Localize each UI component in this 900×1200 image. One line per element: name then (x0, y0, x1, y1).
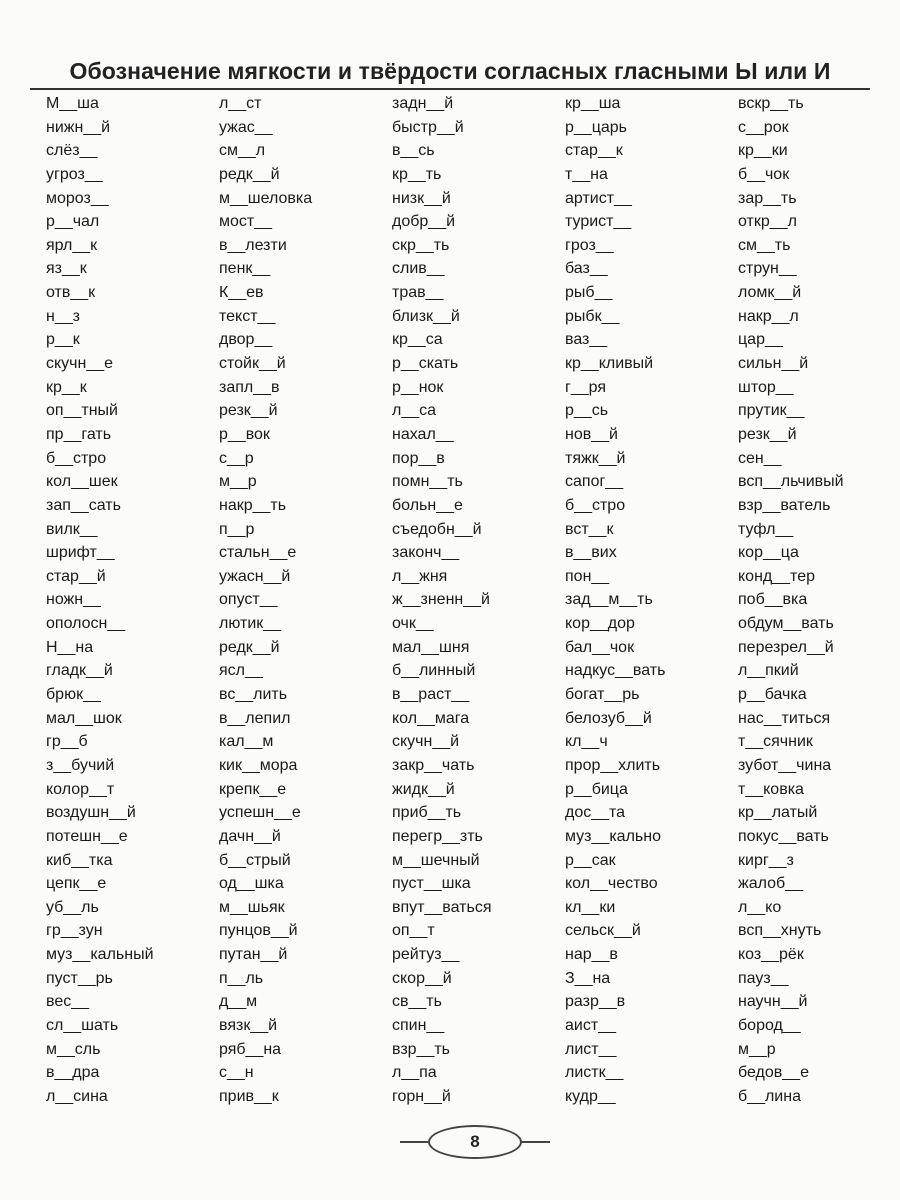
exercise-word: сапог__ (565, 473, 624, 491)
exercise-word: резк__й (738, 425, 797, 443)
exercise-word: л__сина (46, 1087, 108, 1105)
exercise-word: м__шечный (392, 851, 480, 869)
exercise-word: близк__й (392, 307, 460, 325)
exercise-word: воздушн__й (46, 804, 136, 822)
exercise-word: крепк__е (219, 780, 287, 798)
exercise-word: кор__ца (738, 544, 799, 562)
exercise-word: стар__к (565, 142, 623, 160)
exercise-word: р__бачка (738, 686, 807, 704)
exercise-word: перегр__зть (392, 827, 483, 845)
exercise-word: угроз__ (46, 165, 103, 183)
exercise-word: б__стрый (219, 851, 291, 869)
page-number: 8 (470, 1132, 480, 1151)
exercise-word: бедов__е (738, 1064, 809, 1082)
exercise-word: лист__ (565, 1040, 617, 1058)
exercise-word: ужасн__й (219, 567, 291, 585)
exercise-word: нижн__й (46, 118, 111, 136)
exercise-word: р__сь (565, 402, 609, 420)
exercise-word: З__на (565, 969, 611, 987)
exercise-word: кр__ть (392, 165, 442, 183)
exercise-word: р__сак (565, 851, 616, 869)
exercise-word: зубот__чина (738, 756, 832, 774)
exercise-word: л__жня (392, 567, 448, 585)
exercise-word: прор__хлить (565, 756, 661, 774)
exercise-word: редк__й (219, 165, 280, 183)
exercise-word: ополосн__ (46, 615, 126, 633)
exercise-word: нар__в (565, 946, 618, 964)
exercise-word: ярл__к (46, 236, 98, 254)
exercise-word: слив__ (392, 260, 445, 278)
exercise-word: кор__дор (565, 615, 635, 633)
exercise-word: з__бучий (46, 756, 115, 774)
exercise-word: г__ря (565, 378, 607, 396)
exercise-word: зар__ть (738, 189, 797, 207)
exercise-word: кирг__з (738, 851, 794, 869)
exercise-word: пуст__шка (392, 875, 471, 893)
page-number-badge (428, 1125, 522, 1159)
exercise-word: м__сль (46, 1040, 101, 1058)
exercise-word: ваз__ (565, 331, 608, 349)
exercise-word: шрифт__ (46, 544, 115, 562)
exercise-word: скучн__е (46, 355, 114, 373)
exercise-word: скор__й (392, 969, 452, 987)
exercise-word: накр__ть (219, 496, 287, 514)
exercise-word: рейтуз__ (392, 946, 460, 964)
exercise-word: киб__тка (46, 851, 113, 869)
word-column-1 (46, 92, 219, 1109)
exercise-word: перезрел__й (738, 638, 834, 656)
exercise-word: конд__тер (738, 567, 815, 585)
exercise-word: р__чал (46, 213, 100, 231)
exercise-word: п__р (219, 520, 255, 538)
exercise-word: нас__титься (738, 709, 831, 727)
exercise-word: струн__ (738, 260, 797, 278)
exercise-word: р__бица (565, 780, 628, 798)
exercise-word: см__л (219, 142, 266, 160)
exercise-word: с__р (219, 449, 254, 467)
exercise-word: м__шьяк (219, 898, 285, 916)
exercise-word: т__ковка (738, 780, 804, 798)
exercise-word: бал__чок (565, 638, 635, 656)
exercise-word: слёз__ (46, 142, 98, 160)
exercise-word: баз__ (565, 260, 608, 278)
exercise-word: в__лезти (219, 236, 287, 254)
exercise-word: кудр__ (565, 1087, 616, 1105)
exercise-word: с__н (219, 1064, 254, 1082)
exercise-word: пенк__ (219, 260, 271, 278)
exercise-word: брюк__ (46, 686, 101, 704)
exercise-word: вилк__ (46, 520, 98, 538)
exercise-word: кр__кливый (565, 355, 654, 373)
exercise-word: св__ть (392, 993, 442, 1011)
exercise-word: текст__ (219, 307, 276, 325)
exercise-word: штор__ (738, 378, 794, 396)
exercise-word: мал__шня (392, 638, 470, 656)
exercise-word: листк__ (565, 1064, 624, 1082)
exercise-word: в__вих (565, 544, 617, 562)
exercise-word: съедобн__й (392, 520, 482, 538)
exercise-word: покус__вать (738, 827, 829, 845)
exercise-word: приб__ть (392, 804, 462, 822)
exercise-word: в__раст__ (392, 686, 470, 704)
exercise-word: М__ша (46, 95, 99, 112)
exercise-word: см__ть (738, 236, 791, 254)
exercise-word: откр__л (738, 213, 797, 231)
exercise-word: б__лина (738, 1087, 801, 1105)
exercise-word: цепк__е (46, 875, 107, 893)
exercise-word: вскр__ть (738, 95, 804, 112)
exercise-word: л__пкий (738, 662, 799, 680)
exercise-word: мороз__ (46, 189, 109, 207)
exercise-word: оп__т (392, 922, 435, 940)
exercise-word: накр__л (738, 307, 799, 325)
exercise-word: пауз__ (738, 969, 789, 987)
exercise-word: путан__й (219, 946, 288, 964)
exercise-word: Н__на (46, 638, 94, 656)
exercise-word: потешн__е (46, 827, 128, 845)
exercise-word: взр__ватель (738, 496, 831, 514)
exercise-word: кл__ки (565, 898, 616, 916)
exercise-word: скучн__й (392, 733, 460, 751)
exercise-word: запл__в (219, 378, 280, 396)
exercise-word: пр__гать (46, 425, 112, 443)
exercise-word: коз__рёк (738, 946, 804, 964)
exercise-word: зад__м__ть (565, 591, 653, 609)
exercise-word: кр__латый (738, 804, 818, 822)
exercise-word: в__дра (46, 1064, 100, 1082)
page-title: Обозначение мягкости и твёрдости согласных гласными Ы или И (69, 58, 831, 84)
exercise-word: сельск__й (565, 922, 641, 940)
exercise-word: всп__хнуть (738, 922, 822, 940)
word-column-3 (392, 92, 565, 1109)
exercise-word: вес__ (46, 993, 90, 1011)
exercise-word: дачн__й (219, 827, 281, 845)
exercise-word: быстр__й (392, 118, 464, 136)
exercise-word: л__ко (738, 898, 782, 916)
exercise-word: ужас__ (219, 118, 273, 136)
exercise-word: стар__й (46, 567, 106, 585)
exercise-word: трав__ (392, 284, 444, 302)
exercise-word: в__лепил (219, 709, 291, 727)
exercise-word: поб__вка (738, 591, 808, 609)
exercise-word: сл__шать (46, 1016, 119, 1034)
exercise-word: обдум__вать (738, 615, 834, 633)
exercise-word: впут__ваться (392, 898, 492, 916)
exercise-word: л__па (392, 1064, 437, 1082)
exercise-word: ломк__й (738, 284, 802, 302)
exercise-word: цар__ (738, 331, 783, 349)
exercise-word: К__ев (219, 284, 264, 302)
exercise-word: м__р (219, 473, 257, 491)
exercise-word: ножн__ (46, 591, 101, 609)
word-column-5 (738, 92, 900, 1109)
exercise-word: турист__ (565, 213, 632, 231)
exercise-word: резк__й (219, 402, 278, 420)
exercise-word: взр__ть (392, 1040, 451, 1058)
exercise-word: р__нок (392, 378, 444, 396)
exercise-word: кр__к (46, 378, 87, 396)
exercise-word: двор__ (219, 331, 273, 349)
exercise-word: р__скать (392, 355, 459, 373)
exercise-word: д__м (219, 993, 258, 1011)
exercise-word: оп__тный (46, 402, 118, 420)
exercise-word: ряб__на (219, 1040, 282, 1058)
exercise-word: кол__мага (392, 709, 470, 727)
title-underline (30, 88, 870, 90)
exercise-word: л__са (392, 402, 437, 420)
exercise-word: артист__ (565, 189, 632, 207)
exercise-word: ж__зненн__й (392, 591, 490, 609)
exercise-word: п__ль (219, 969, 264, 987)
exercise-word: туфл__ (738, 520, 794, 538)
exercise-word: т__сячник (738, 733, 813, 751)
exercise-word: больн__е (392, 496, 463, 514)
page-number-rule-right (522, 1141, 550, 1143)
exercise-word: р__вок (219, 425, 270, 443)
exercise-word: научн__й (738, 993, 808, 1011)
exercise-word: разр__в (565, 993, 626, 1011)
exercise-word: мост__ (219, 213, 273, 231)
exercise-word: кик__мора (219, 756, 298, 774)
exercise-word: б__стро (46, 449, 107, 467)
exercise-word: л__ст (219, 95, 262, 112)
exercise-word: очк__ (392, 615, 434, 633)
exercise-word: спин__ (392, 1016, 445, 1034)
exercise-word: сильн__й (738, 355, 809, 373)
exercise-word: надкус__вать (565, 662, 666, 680)
exercise-word: мал__шок (46, 709, 122, 727)
exercise-word: муз__кальный (46, 946, 154, 964)
exercise-word: лютик__ (219, 615, 282, 633)
exercise-word: б__стро (565, 496, 626, 514)
exercise-word: рыб__ (565, 284, 613, 302)
exercise-word: нов__й (565, 425, 618, 443)
exercise-word: гр__зун (46, 922, 103, 940)
exercise-word: низк__й (392, 189, 451, 207)
exercise-word: прутик__ (738, 402, 805, 420)
exercise-word: опуст__ (219, 591, 278, 609)
exercise-word: задн__й (392, 95, 454, 112)
exercise-word: н__з (46, 307, 80, 325)
exercise-word: б__линный (392, 662, 476, 680)
exercise-word: т__на (565, 165, 608, 183)
exercise-word: пон__ (565, 567, 610, 585)
exercise-word: од__шка (219, 875, 284, 893)
exercise-word: яз__к (46, 260, 87, 278)
exercise-word: стойк__й (219, 355, 286, 373)
exercise-word: нахал__ (392, 425, 454, 443)
exercise-word: богат__рь (565, 686, 640, 704)
exercise-word: гроз__ (565, 236, 614, 254)
exercise-word: колор__т (46, 780, 115, 798)
exercise-word: зап__сать (46, 496, 121, 514)
exercise-word: успешн__е (219, 804, 301, 822)
exercise-word: вст__к (565, 520, 614, 538)
exercise-word: законч__ (392, 544, 460, 562)
exercise-word: ясл__ (219, 662, 263, 680)
exercise-word: тяжк__й (565, 449, 626, 467)
exercise-word: пунцов__й (219, 922, 298, 940)
exercise-word: муз__кально (565, 827, 661, 845)
exercise-word: белозуб__й (565, 709, 652, 727)
exercise-word: м__р (738, 1040, 776, 1058)
exercise-word: кол__чество (565, 875, 658, 893)
exercise-word: вс__лить (219, 686, 288, 704)
exercise-word: сен__ (738, 449, 782, 467)
exercise-word: м__шеловка (219, 189, 313, 207)
word-column-2 (219, 92, 392, 1109)
exercise-word: вязк__й (219, 1016, 278, 1034)
exercise-word: отв__к (46, 284, 96, 302)
exercise-word: редк__й (219, 638, 280, 656)
exercise-word: кал__м (219, 733, 274, 751)
exercise-word: с__рок (738, 118, 789, 136)
exercise-word: горн__й (392, 1087, 451, 1105)
exercise-word: кл__ч (565, 733, 608, 751)
exercise-word: гр__б (46, 733, 88, 751)
exercise-word: жидк__й (392, 780, 455, 798)
exercise-word: р__к (46, 331, 80, 349)
exercise-word: гладк__й (46, 662, 113, 680)
exercise-word: дос__та (565, 804, 626, 822)
exercise-word: добр__й (392, 213, 456, 231)
exercise-word: уб__ль (46, 898, 99, 916)
exercise-word: жалоб__ (738, 875, 803, 893)
exercise-word: стальн__е (219, 544, 297, 562)
exercise-word: кол__шек (46, 473, 118, 491)
exercise-word: рыбк__ (565, 307, 620, 325)
exercise-word: кр__ки (738, 142, 788, 160)
exercise-word: в__сь (392, 142, 435, 160)
exercise-word: пуст__рь (46, 969, 113, 987)
exercise-word: помн__ть (392, 473, 463, 491)
exercise-word: всп__льчивый (738, 473, 844, 491)
exercise-word: закр__чать (392, 756, 475, 774)
exercise-word: аист__ (565, 1016, 616, 1034)
exercise-word: б__чок (738, 165, 790, 183)
exercise-word: пор__в (392, 449, 445, 467)
exercise-word: кр__са (392, 331, 443, 349)
page-number-rule-left (400, 1141, 428, 1143)
exercise-word: скр__ть (392, 236, 450, 254)
exercise-word: прив__к (219, 1087, 279, 1105)
exercise-word: бород__ (738, 1016, 801, 1034)
exercise-word: р__царь (565, 118, 627, 136)
exercise-word: кр__ша (565, 95, 621, 112)
word-columns (46, 92, 900, 1109)
word-column-4 (565, 92, 738, 1109)
